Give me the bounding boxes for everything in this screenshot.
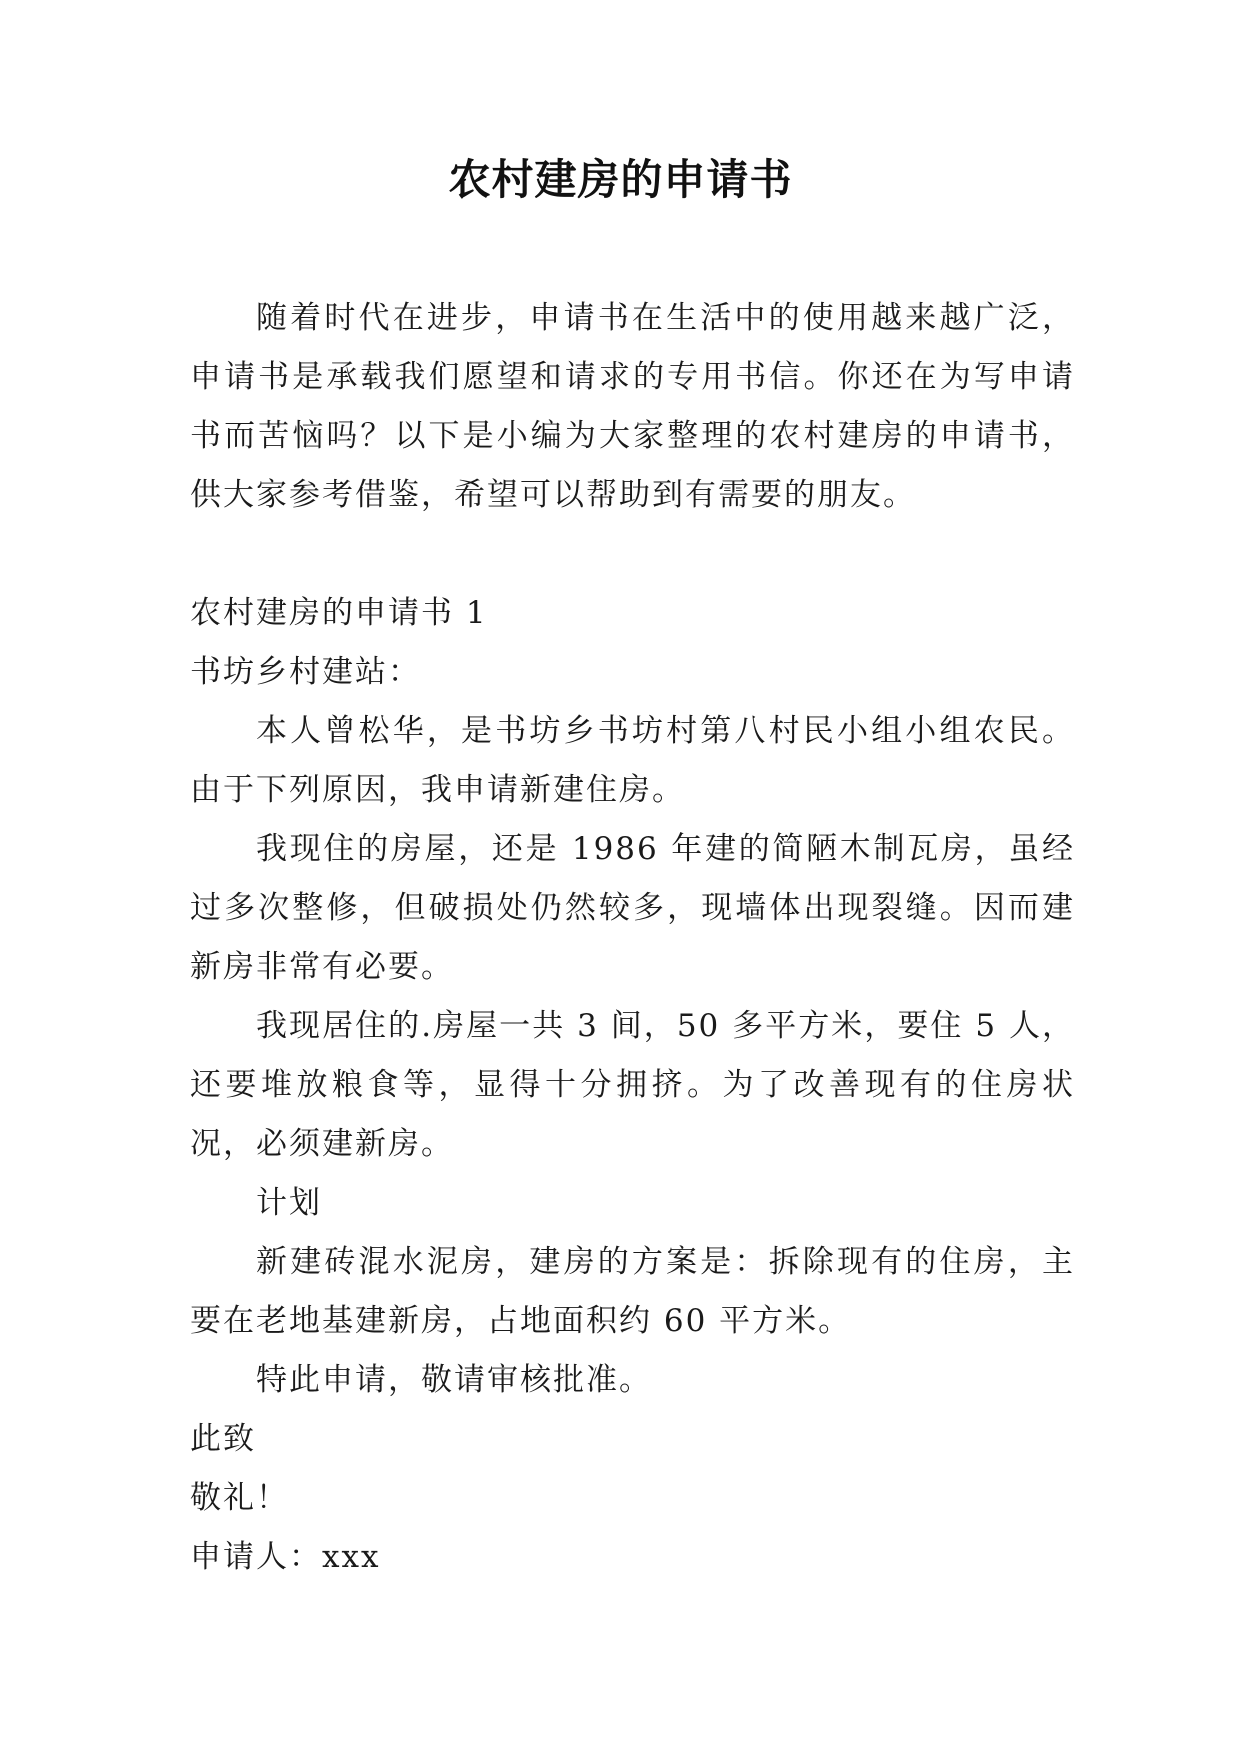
body-paragraph-5: 特此申请，敬请审核批准。 — [256, 1362, 652, 1398]
document-title: 农村建房的申请书 — [448, 155, 793, 204]
intro-paragraph: 随着时代在进步，申请书在生活中的使用越来越广泛，申请书是承载我们愿望和请求的专用书信。你还在为写申请书而苦恼吗？以下是小编为大家整理的农村建房的申请书，供大家参考借鉴，希望可以帮助到有需要的朋友。 — [190, 300, 1075, 513]
spacer — [190, 525, 1075, 584]
body-paragraph-1: 本人曾松华，是书坊乡书坊村第八村民小组小组农民。由于下列原因，我申请新建住房。 — [190, 713, 1075, 808]
applicant-line: 申请人：xxx — [190, 1539, 381, 1575]
body-paragraph-2: 我现住的房屋，还是 1986 年建的简陋木制瓦房，虽经过多次整修，但破损处仍然较多，现墙体出现裂缝。因而建新房非常有必要。 — [190, 831, 1075, 985]
closing-line-2: 敬礼！ — [190, 1480, 289, 1516]
document-body — [190, 289, 1075, 1587]
closing-line-1: 此致 — [190, 1421, 256, 1457]
recipient-line: 书坊乡村建站： — [190, 654, 421, 690]
body-paragraph-3: 我现居住的.房屋一共 3 间，50 多平方米，要住 5 人，还要堆放粮食等，显得十分拥挤。为了改善现有的住房状况，必须建新房。 — [190, 1008, 1075, 1162]
body-paragraph-4: 新建砖混水泥房，建房的方案是：拆除现有的住房，主要在老地基建新房，占地面积约 60 平方米。 — [190, 1244, 1075, 1339]
section-title: 农村建房的申请书 1 — [190, 595, 488, 631]
plan-heading: 计划 — [256, 1185, 322, 1221]
